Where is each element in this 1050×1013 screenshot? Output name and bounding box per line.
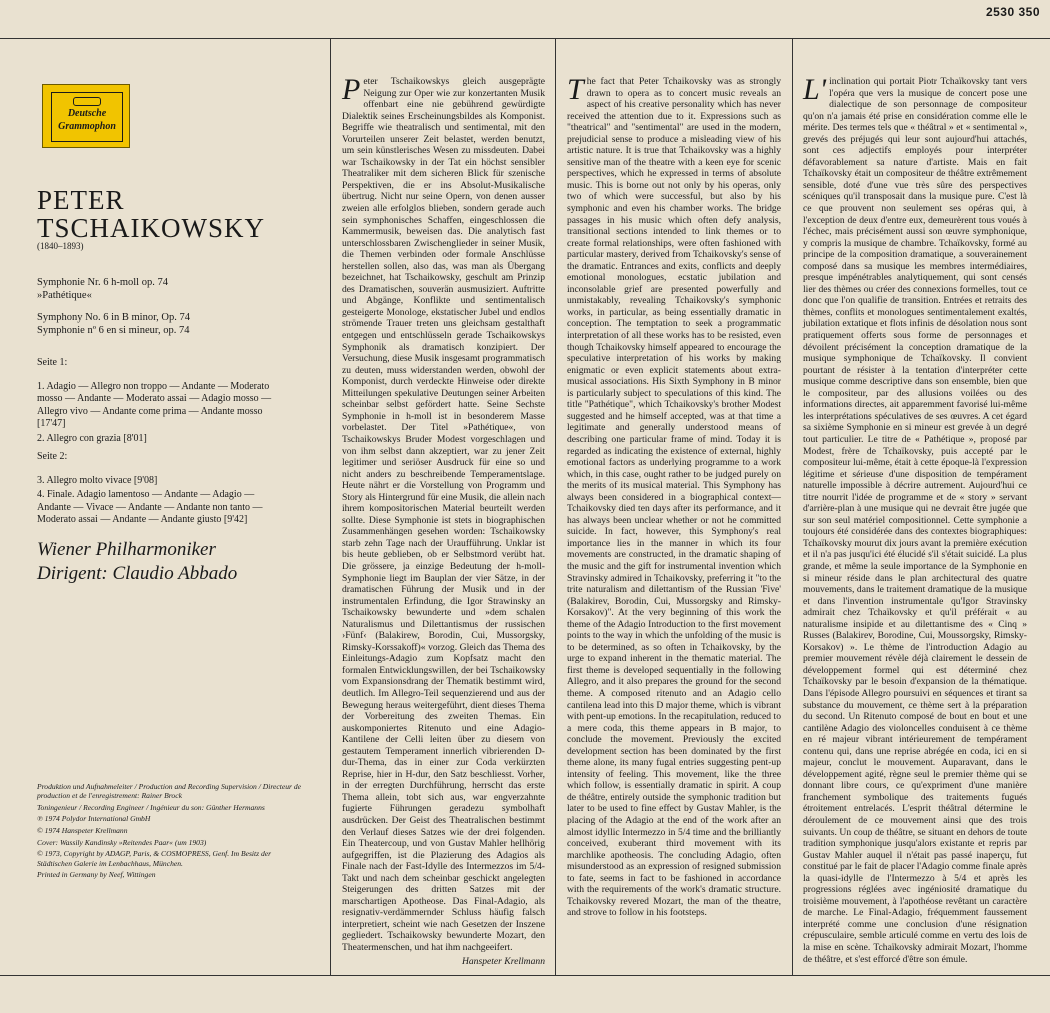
french-notes-body <box>803 73 1027 965</box>
german-notes-body <box>342 73 545 954</box>
composer-first-name: PETER <box>37 185 125 215</box>
column-divider-2 <box>555 38 556 975</box>
work-subtitle: »Pathétique« <box>37 290 92 301</box>
french-notes-text: inclination qui portait Piotr Tchaïkovsky tant vers l'opéra que vers la musique de concert pose une dialectique de son personnage de compositeur qu'on n'a jamais été prise en considération comme elle le mérite. Des termes tels que « théâtral » et « sentimental », grevés des préjugés qui leur sont aujourd'hui attachés, sont ces adjectifs employés pour interpréter défavorablement sa nature d'artiste. Mais en fait Tchaïkovsky était un compositeur de théâtre extrêmement sensible, doté d'une vue très sûre des perspectives scéniques qu'il transposait dans la musique pure. C'est là ce que prouvent non seulement ses opéras qui, à l'exception de deux d'entre eux, demeurèrent tous voués à l'échec, mais précisément aussi son œuvre symphonique, y compris la musique de chambre. Tchaïkovsky, formé au principe de la composition dramatique, a souverainement composé dans sa musique les membres intermédiaires, presque impénétrables analytiquement, qui sont censés lier des thèmes ou créer des connexions formelles, tout ce donc que l'on qualifie de transition. Entrées et retraits des thèmes, conflits et monologues sentimentalement exaltés, jubilation extatique et flots infinis de désolation nous sont pratiquement offerts sous forme de personnages et dévoilent précisément la conception dramatique de la musique symphonique de Tchaïkovsky. Il convient pourtant de résister à la tentation d'interpréter cette musique comme descriptive dans son ensemble, bien que le compositeur, par des allusions voilées ou des informations directes, ait apparemment favorisé lui-même les interprétations spéculatives de ses œuvres. A cet égard sa sixième Symphonie en si mineur est grevée à un degré tout particulier. Le titre de « Pathétique », proposé par Modest, frère de Tchaïkovsky, puis accepté par le compositeur lui-même, était à cette époque-là l'expression légitime et sérieuse d'une disposition de tempérament naturelle impossible à décrire autrement. Aujourd'hui ce titre nourrit l'idée de programme et de « story » servant d'arrière-plan à une musique qui ne devrait être jugée que sur son seul matériel compositionnel. Cette symphonie a toujours été considérée dans des contextes biographiques: Tchaïkovsky mourut dix jours avant la première exécution et il n'a pas jusqu'ici été élucidé s'il s'était suicidé. La plus grande, et même la seule importance de la Symphonie en si mineur réside dans le plan architectural des quatre mouvements, dans le traitement dramatique de la musique et dans l'invention instrumentale qu'Igor Stravinsky admirait chez Tchaïkovsky et qu'il préférait « au naturalisme insipide et au dilettantisme des « Cinq » Russes (Balakirev, Borodine, Cui, Moussorgsky, Rimsky-Korsakov) ». Le thème de l'introduction Adagio au premier mouvement révèle déjà clairement le dessein de développement formel qui est déterminé chez Tchaïkovsky par le besoin d'expansion de la thématique. Dans l'épisode Allegro poursuivi en séquences et tirant sa substance du mouvement, ce thème sert à la préparation du second. Un Ritenuto composé de bout en bout et une cantilène Adagio des violoncelles conduisent à ce thème en ré majeur vibrant intérieurement de tempérament contenu qui, dans une reprise abrégée en coda, ici en si majeur, conclut le mouvement. Auparavant, dans le développement agité, règne seul le premier thème qui se donnant libre cours, ce qu'expriment d'une manière franchement symbolique des traitements fugués étroitement entrelacés. L'esprit théâtral détermine le déroulement de ce mouvement ainsi que des trois suivants. Un coup de théâtre, se situant en dehors de toute tradition symphonique jusqu'alors existante et repris par Gustav Mahler auquel il n'était pas passé inaperçu, fut constitué par le fait de placer l'Adagio comme finale après la quasi-idylle de l'Intermezzo à 5/4 et après les progressions réglées avec ingéniosité dramatique du troisième mouvement, à l'apothéose revêtant un caractère de marche. Le Final-Adagio, fréquemment faussement interprété comme une conclusion d'une résignation crépusculaire, semble articulé comme en vertu des lois de la mise en scène. Tchaïkovsky admirait Mozart, l'homme de théâtre, et s'est efforcé d'être son émule. <box>803 76 1027 965</box>
work-title-de: Symphonie Nr. 6 h-moll op. 74 <box>37 277 168 288</box>
composer-dates: (1840–1893) <box>37 241 84 251</box>
german-signature: Hanspeter Krellmann <box>461 955 545 967</box>
credit-text-copyright: © 1974 Hanspeter Krellmann <box>37 826 128 836</box>
liner-notes-english <box>567 73 781 919</box>
logo-frame <box>51 92 123 142</box>
orchestra-name: Wiener Philharmoniker <box>37 539 216 560</box>
english-notes-text: he fact that Peter Tchaikovsky was as strongly drawn to opera as to concert music reveals an aspect of his creative personality which has never received the attention due to it. Expressions such as "theatrical" and "sentimental" are used in the modern, prejudicial sense to produce a misleading view of his artistic nature. It is true that Tchaikovsky was a highly sensitive man of the theatre with a keen eye for scenic perspectives, which he expressed in terms of absolute music. This is borne out not only by his operas, only two of which were successful, but also by his symphonic and even his chamber works. The bridge passages in his music which often defy analysis, transitional sections intended to link themes or to create formal relationships, were often fashioned with particular mastery, derived from Tchaikovsky's sense of the dramatic. Entrances and exits, conflicts and deeply emotional monologues, ecstatic jubilation and inconsolable grief are presented powerfully and unmistakably, revealing Tchaikovsky's symphonic works, in particular, as being essentially dramatic in conception. The temptation to seek a programmatic interpretation of all these works has to be resisted, even though Tchaikovsky himself appeared to encourage the speculative interpretation of his works by making enigmatic or even explicit statements about extra-musical associations. His Sixth Symphony in B minor is particularly subject to speculations of this kind. The title "Pathétique", which Tchaikovsky's brother Modest suggested and he himself accepted, was at that time a legitimate and generally understood means of describing one particular frame of mind. Today it is regarded as indicating the existence of external, highly emotional factors as underlying programme to a work which, in this case, ought rather to be judged purely on the merits of its musical material. This Symphony has always been considered in a biographical context—Tchaikovsky died ten days after its performance, and it has always been unclear whether or not he committed suicide. In fact, however, this Symphony's real importance lies in the manner in which its four movements are constructed, in the dramatic shaping of the music and the gift for instrumental invention which Stravinsky admired in Tchaikovsky, preferring it "to the trite naturalism and dilettantism of the Russian 'Five' (Balakirev, Borodin, Cui, Mussorgsky and Rimsky-Korsakov)". At the very beginning of this work the theme of the Adagio Introduction to the first movement points to the way in which the unfolding of the music is to be determined, as so often in Tchaikovsky, by the urge to expand inherent in the thematic material. The first theme is developed sequentially in the following Allegro, and it also prepares the ground for the second theme. A composed ritenuto and an Adagio cello cantilena lead into this D major theme, which is vibrant with pent-up emotions. In the recapitulation, reduced to a mere coda, this theme appears in B major, to conclude the movement. Previously the excited development section has been dominated by the first theme alone, its many fugal entries suggesting pent-up intensity of feeling. This movement, like the three which follow, is essentially dramatic in spirit. A coup de théâtre, entirely outside the symphonic tradition but later to be used to fine effect by Gustav Mahler, is the placing of the Adagio at the end of the work after an almost idyllic Intermezzo in 5/4 time and the brilliantly conceived, exuberant third movement with its marchlike apotheosis. The concluding Adagio, often misunderstood as an expression of resigned submission to fate, seems in fact to be fashioned in accordance with the requirements of the work's dramatic structure. Tchaikovsky revered Mozart, the man of the theatre, and strove to follow in his footsteps. <box>567 76 781 919</box>
side-1 <box>37 357 287 445</box>
work-title-en: Symphony No. 6 in B minor, Op. 74 <box>37 312 191 323</box>
german-notes-text: eter Tschaikowskys gleich ausgeprägte Neigung zur Oper wie zur konzertanten Musik offenbart eine nie gebührend gewürdigte Dialektik seines Erscheinungsbildes als Komponist. Begriffe wie theatralisch und sentimental, mit den Vorurteilen unserer Zeit belastet, werden benutzt, um sein künstlerisches Wesen zu missdeuten. Dabei war Tschaikowsky in der Tat ein höchst sensibler Theatraliker mit dem sicheren Blick für szenische Perspektiven, die er ins Absolut-Musikalische übertrug. Nicht nur seine Opern, von denen ausser zweien alle erfolglos blieben, sondern gerade auch sein symphonisches Schaffen, eingeschlossen die Kammermusik, beweisen das. Die analytisch fast unterschlossbaren Zwischenglieder in seiner Musik, die Themen verbinden oder formale Anschlüsse herstellen sollen, also das, was man als Übergang bezeichnet, hat Tschaikowsky, geschult am Prinzip des Dramatischen, souverän ausmusiziert. Auftritte und Abgänge, Konflikte und sentimentalisch gesteigerte Monologe, ekstatischer Jubel und endlos strömende Trauer treten uns gleichsam gestalthaft entgegen und entschlüsseln gerade Tschaikowskys Symphonik als dramatisch konzipiert. Der Versuchung, diese Musik insgesamt programmatisch zu deuten, muss widerstanden werden, obwohl der Komponist, durch verdeckte Hinweise oder direkte Mitteilungen spekulative Deutungen seiner Arbeiten scheinbar selbst gefördert hatte. Seine Sechste Symphonie in h-moll ist in besonderem Masse vorbelastet. Der Titel »Pathétique«, von Tschaikowskys Bruder Modest vorgeschlagen und von ihm selbst dann akzeptiert, war zu jener Zeit legitimer und seriöser Ausdruck für eine so und nicht anders zu beschreibende Temperamentslage. Heute nährt er die Vorstellung von Programm und Story als Hintergrund für eine Musik, die allein nach ihrem kompositorischen Material beurteilt werden sollte. Diese Symphonie ist stets in biographischen Zusammenhängen gesehen worden: Tschaikowsky starb zehn Tage nach der Uraufführung. Unklar ist bis heute geblieben, ob er Selbstmord verübt hat. Die grössere, ja einzige Bedeutung der h-moll-Symphonie liegt im Bauplan der vier Sätze, in der dramatischen Führung der Musik und in der instrumentalen Erfindung, die Igor Strawinsky an Tschaikowsky bewunderte und »dem schalen Naturalismus und Dilettantismus der russischen ›Fünf‹ (Balakirew, Borodin, Cui, Mussorgsky, Rimsky-Korssakoff)« vorzog. Gleich das Thema des Einleitungs-Adagio zum Kopfsatz macht den formalen Entwicklungswillen, der bei Tschaikowsky vom Expansionsdrang der Thematik bestimmt wird, deutlich. Im Allegro-Teil sequenzierend und aus der Bewegung heraus weitergeführt, dient dieses Thema der Vorbereitung des zweiten Themas. Ein auskomponiertes Ritenuto und eine Adagio-Kantilene der Celli leiten über zu diesem von gestautem Temperament innerlich vibrierenden D-dur-Thema, das in einer zur Coda verkürzten Reprise, hier in H-dur, den Satz beschliesst. Vorher, in der erregten Durchführung, herrscht das erste Thema allein, tobt sich aus, war engverzahnte fugierte Führungen geradezu symbolhaft ausdrücken. Der Geist des Theatralischen bestimmt den Verlauf dieses Satzes wie der drei folgenden. Ein Theatercoup, und von Gustav Mahler hellhörig aufgegriffen, ist die Plazierung des Adagios als Finale nach der Fast-Idylle des Intermezzos im 5/4-Takt und nach dem scheinbar geschickt angelegten Steigerungen des dritten Satzes mit der marschartigen Apotheose. Das Final-Adagio, als resignativ-verdämmernder Schluss häufig falsch interpretiert, scheint wie nach Gesetzen der Inszene gegliedert. Tschaikowsky bewunderte Mozart, den Theatermenschen, und hat ihm nachgeeifert. <box>342 76 545 954</box>
column-divider-3 <box>792 38 793 975</box>
english-dropcap: T <box>567 73 584 106</box>
track-4: 4. Finale. Adagio lamentoso — Andante — Adagio — Andante — Vivace — Andante — Andante non tanto — Moderato assai — Andante — Andante giusto [9'42] <box>37 489 263 525</box>
track-2: 2. Allegro con grazia [8'01] <box>37 432 147 444</box>
composer-last-name: TSCHAIKOWSKY <box>37 213 265 243</box>
credit-cover-copyright: © 1973, Copyright by ADAGP, Paris, & COSMOPRESS, Genf. Im Besitz der Städtischen Galerie im Lenbachhaus, München. <box>37 849 272 868</box>
work-title-fr: Symphonie nº 6 en si mineur, op. 74 <box>37 325 190 336</box>
logo-crown-icon <box>73 97 101 106</box>
credit-cover: Cover: Wassily Kandinsky »Reitendes Paar« (um 1903) <box>37 837 207 847</box>
side-2-heading: Seite 2: <box>37 451 68 462</box>
top-rule <box>0 38 1050 39</box>
side-1-heading: Seite 1: <box>37 357 68 368</box>
track-3: 3. Allegro molto vivace [9'08] <box>37 474 158 486</box>
logo-line-2: Grammophon <box>58 121 116 132</box>
german-dropcap: P <box>342 73 361 106</box>
catalog-number: 2530 350 <box>985 5 1040 19</box>
deutsche-grammophon-logo <box>42 84 130 148</box>
credit-engineer: Toningenieur / Recording Engineer / Ingénieur du son: Günther Hermanns <box>37 802 265 812</box>
english-notes-body <box>567 73 781 919</box>
french-dropcap: L' <box>803 73 827 106</box>
side-2 <box>37 451 287 527</box>
bottom-rule <box>0 975 1050 976</box>
logo-line-1: Deutsche <box>67 108 107 119</box>
track-1: 1. Adagio — Allegro non troppo — Andante — Moderato mosso — Andante — Moderato assai — Adagio mosso — Allegro vivo — Andante come prima — Andante mosso [17'47] <box>37 380 272 429</box>
work-titles <box>37 276 190 337</box>
conductor-name: Dirigent: Claudio Abbado <box>37 563 238 584</box>
credit-producer: Produktion und Aufnahmeleiter / Production and Recording Supervision / Directeur de production et de l'enregistrement: Rainer Brock <box>37 782 302 801</box>
production-credits <box>37 782 302 882</box>
credit-printer: Printed in Germany by Neef, Wittingen <box>37 870 156 880</box>
column-divider-1 <box>330 38 331 975</box>
composer-name <box>37 186 265 242</box>
credit-phonogram: ℗ 1974 Polydor International GmbH <box>37 814 151 824</box>
liner-notes-german <box>342 73 545 967</box>
liner-notes-french <box>803 73 1027 965</box>
performers <box>37 538 237 586</box>
